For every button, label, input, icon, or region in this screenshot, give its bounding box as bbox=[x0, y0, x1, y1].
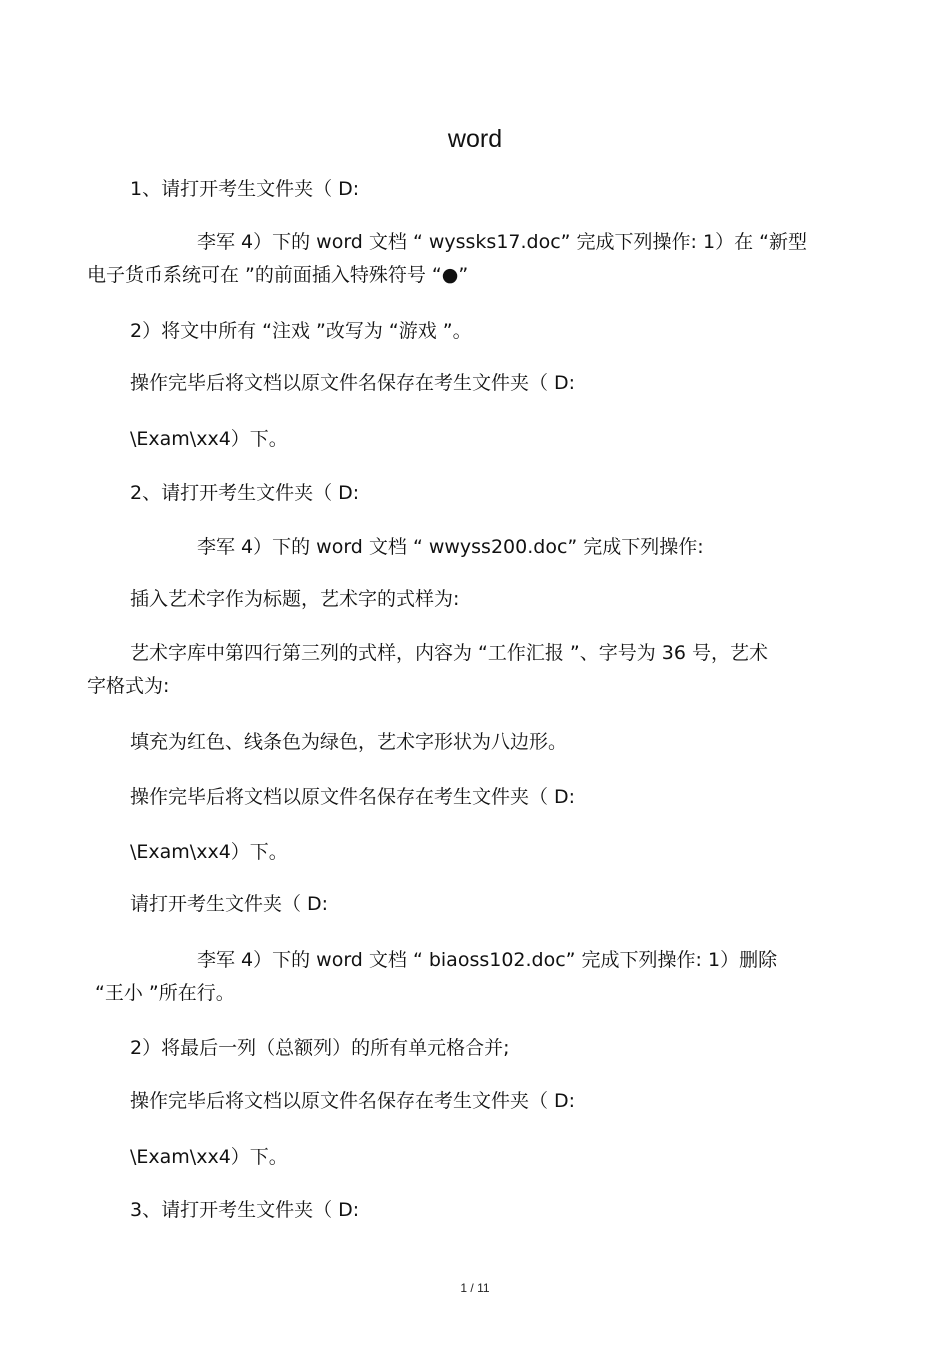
paragraph-18: 3、请打开考生文件夹（ D: bbox=[130, 1199, 360, 1221]
paragraph-9 bbox=[87, 637, 768, 703]
paragraph-14-line-1: 李军 4）下的 word 文档 “ biaoss102.doc” 完成下列操作: 1）删除 bbox=[197, 949, 778, 971]
paragraph-16: 操作完毕后将文档以原文件名保存在考生文件夹（ D: bbox=[130, 1090, 576, 1112]
document-title: word bbox=[447, 125, 503, 153]
paragraph-17: \Exam\xx4）下。 bbox=[130, 1146, 288, 1168]
page-indicator: 1 / 11 bbox=[460, 1281, 490, 1295]
paragraph-9-line-2: 字格式为: bbox=[87, 675, 170, 697]
paragraph-14-line-2: “王小 ”所在行。 bbox=[95, 982, 235, 1004]
paragraph-9-line-1: 艺术字库中第四行第三列的式样，内容为 “工作汇报 ”、字号为 36 号，艺术 bbox=[130, 642, 769, 664]
paragraph-1: 1、请打开考生文件夹（ D: bbox=[130, 178, 360, 200]
paragraph-10: 填充为红色、线条色为绿色，艺术字形状为八边形。 bbox=[130, 731, 568, 753]
paragraph-13: 请打开考生文件夹（ D: bbox=[130, 893, 329, 915]
paragraph-12: \Exam\xx4）下。 bbox=[130, 841, 288, 863]
paragraph-2-line-2: 电子货币系统可在 ”的前面插入特殊符号 “●” bbox=[87, 264, 469, 286]
paragraph-7: 李军 4）下的 word 文档 “ wwyss200.doc” 完成下列操作: bbox=[197, 536, 704, 558]
paragraph-2-line-1: 李军 4）下的 word 文档 “ wyssks17.doc” 完成下列操作: 1）在 “新型 bbox=[197, 231, 807, 253]
paragraph-5: \Exam\xx4）下。 bbox=[130, 428, 288, 450]
paragraph-6: 2、请打开考生文件夹（ D: bbox=[130, 482, 360, 504]
paragraph-14 bbox=[95, 944, 777, 1010]
paragraph-3: 2）将文中所有 “注戏 ”改写为 “游戏 ”。 bbox=[130, 320, 472, 342]
paragraph-4: 操作完毕后将文档以原文件名保存在考生文件夹（ D: bbox=[130, 372, 576, 394]
paragraph-15: 2）将最后一列（总额列）的所有单元格合并; bbox=[130, 1037, 510, 1059]
paragraph-8: 插入艺术字作为标题，艺术字的式样为: bbox=[130, 588, 460, 610]
paragraph-2 bbox=[87, 226, 807, 292]
paragraph-11: 操作完毕后将文档以原文件名保存在考生文件夹（ D: bbox=[130, 786, 576, 808]
